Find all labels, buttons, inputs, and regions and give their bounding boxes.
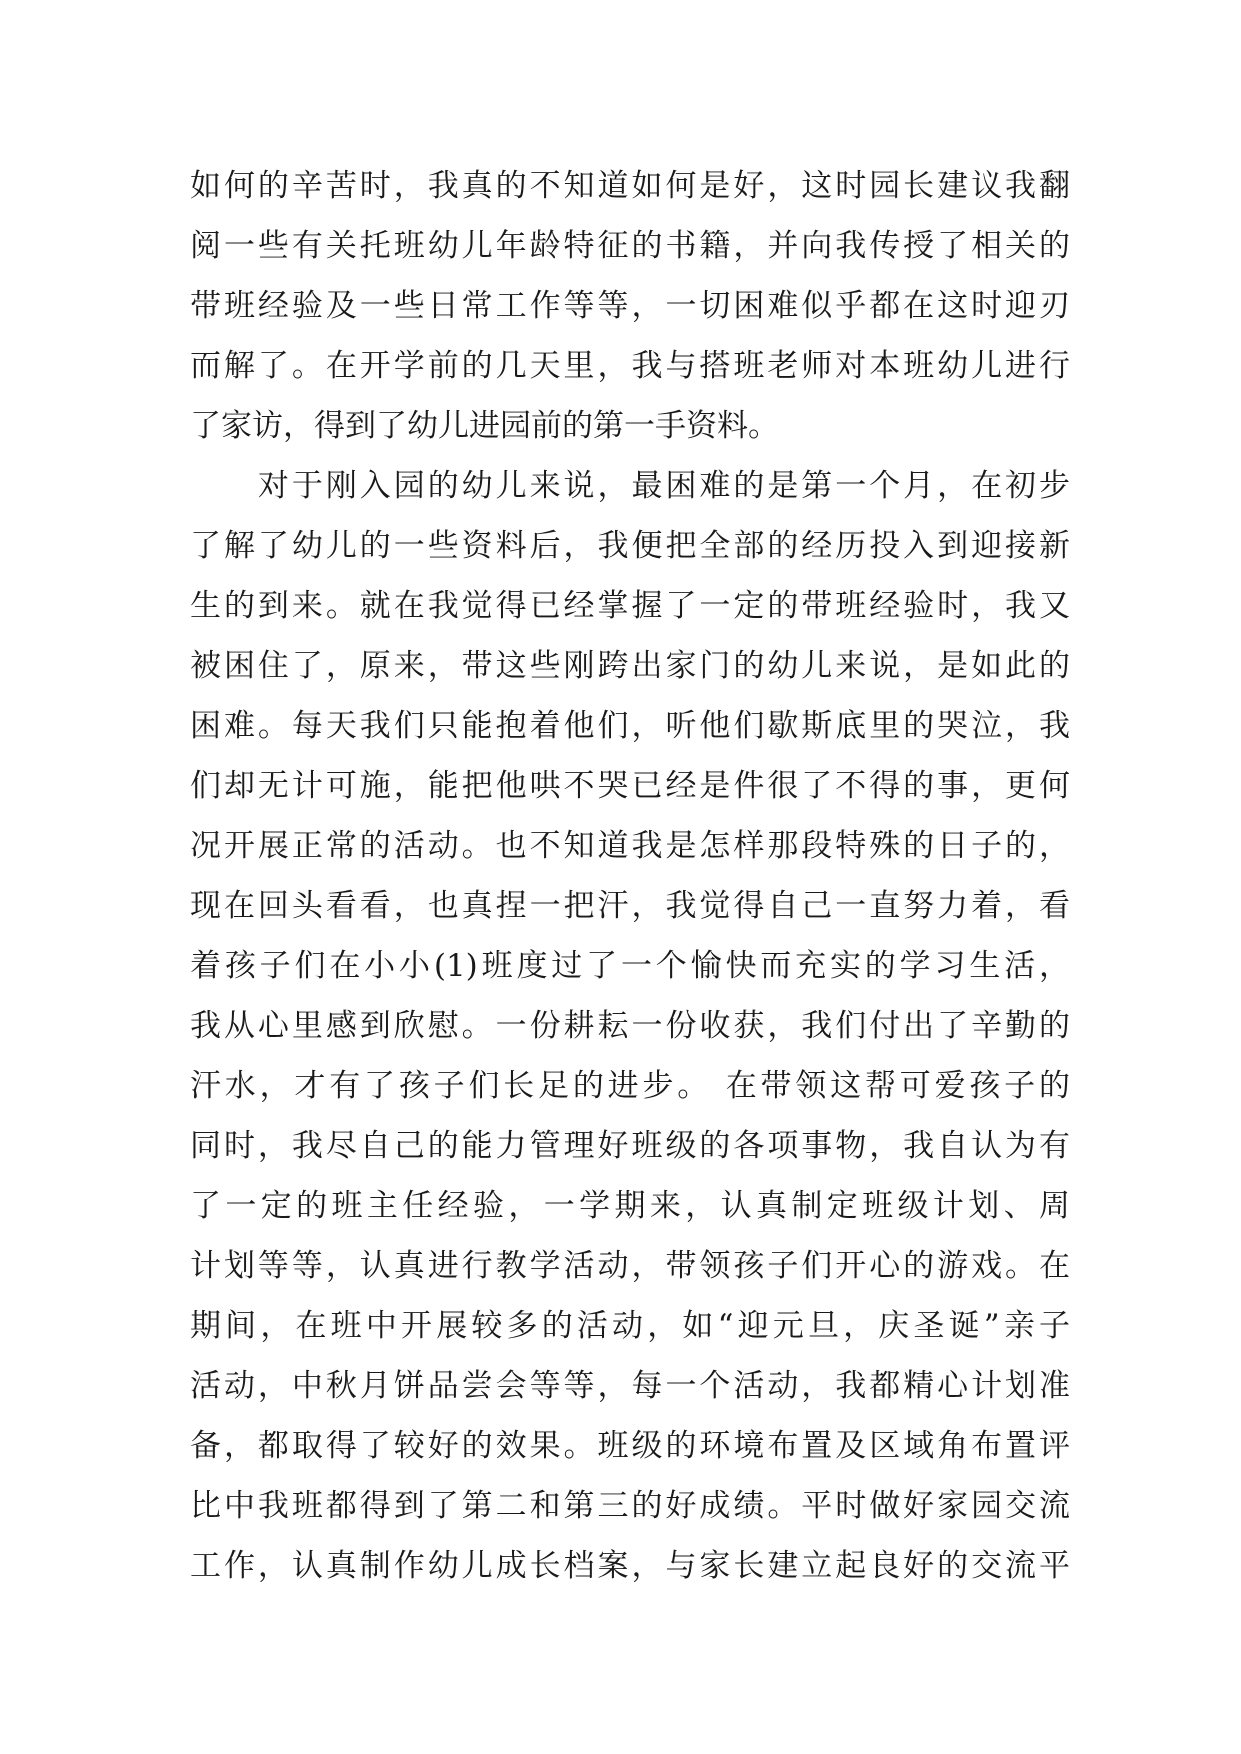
text-line: 困难。每天我们只能抱着他们，听他们歇斯底里的哭泣，我	[190, 708, 1070, 744]
text-line: 备，都取得了较好的效果。班级的环境布置及区域角布置评	[190, 1428, 1070, 1464]
text-line: 们却无计可施，能把他哄不哭已经是件很了不得的事，更何	[190, 768, 1070, 804]
text-line: 现在回头看看，也真捏一把汗，我觉得自己一直努力着，看	[190, 888, 1070, 924]
text-line: 着孩子们在小小(1)班度过了一个愉快而充实的学习生活，	[190, 948, 1070, 984]
text-line: 同时，我尽自己的能力管理好班级的各项事物，我自认为有	[190, 1128, 1070, 1164]
text-line: 工作，认真制作幼儿成长档案，与家长建立起良好的交流平	[190, 1548, 1070, 1584]
text-line: 期间，在班中开展较多的活动，如“迎元旦，庆圣诞”亲子	[190, 1308, 1070, 1344]
text-line: 被困住了，原来，带这些刚跨出家门的幼儿来说，是如此的	[190, 648, 1070, 684]
text-line: 了家访，得到了幼儿进园前的第一手资料。	[190, 408, 779, 444]
text-line: 带班经验及一些日常工作等等，一切困难似乎都在这时迎刃	[190, 288, 1070, 324]
text-line: 况开展正常的活动。也不知道我是怎样那段特殊的日子的，	[190, 828, 1070, 864]
text-line: 比中我班都得到了第二和第三的好成绩。平时做好家园交流	[190, 1488, 1070, 1524]
text-line: 我从心里感到欣慰。一份耕耘一份收获，我们付出了辛勤的	[190, 1008, 1070, 1044]
text-line: 了一定的班主任经验，一学期来，认真制定班级计划、周	[190, 1188, 1070, 1224]
text-line: 阅一些有关托班幼儿年龄特征的书籍，并向我传授了相关的	[190, 228, 1070, 264]
text-line: 汗水，才有了孩子们长足的进步。 在带领这帮可爱孩子的	[190, 1068, 1070, 1104]
text-line: 如何的辛苦时，我真的不知道如何是好，这时园长建议我翻	[190, 168, 1070, 204]
body-text	[190, 156, 1070, 1596]
text-line: 计划等等，认真进行教学活动，带领孩子们开心的游戏。在	[190, 1248, 1070, 1284]
text-line: 而解了。在开学前的几天里，我与搭班老师对本班幼儿进行	[190, 348, 1070, 384]
text-line: 了解了幼儿的一些资料后，我便把全部的经历投入到迎接新	[190, 528, 1070, 564]
text-line: 活动，中秋月饼品尝会等等，每一个活动，我都精心计划准	[190, 1368, 1070, 1404]
text-line: 生的到来。就在我觉得已经掌握了一定的带班经验时，我又	[190, 588, 1070, 624]
paragraph-first-line: 对于刚入园的幼儿来说，最困难的是第一个月，在初步	[190, 468, 1070, 504]
